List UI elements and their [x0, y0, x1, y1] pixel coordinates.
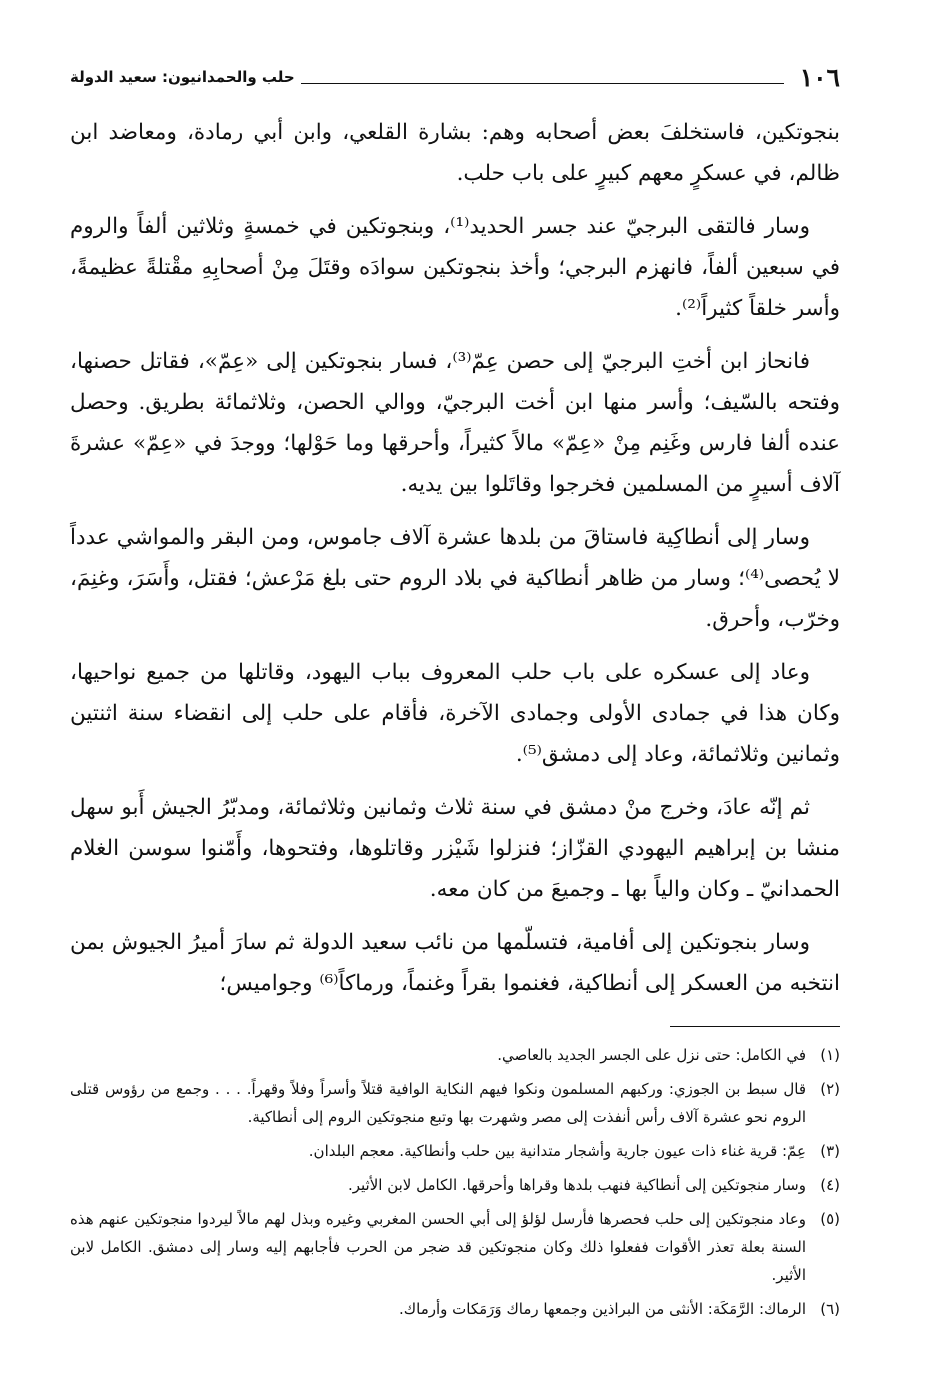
footnote-text: في الكامل: حتى نزل على الجسر الجديد بالعاصي.: [497, 1046, 806, 1064]
footnote-number: (٦): [820, 1300, 840, 1318]
footnote-text: وسار منجوتكين إلى أنطاكية فنهب بلدها وقراها وأحرقها. الكامل لابن الأثير.: [347, 1176, 806, 1194]
footnote: [70, 1041, 840, 1069]
page-number: ١٠٦: [799, 62, 840, 92]
footnote-text: الرماك: الرَّمَكَة: الأنثى من البراذين وجمعها رماك وَرَمَكات وأرماك.: [399, 1300, 806, 1318]
page-header: [70, 60, 840, 94]
footnote-divider: [670, 1026, 840, 1027]
footnotes: [70, 1041, 840, 1323]
footnote: [70, 1075, 840, 1131]
footnote-number: (١): [820, 1046, 840, 1064]
paragraph: وعاد إلى عسكره على باب حلب المعروف بباب اليهود، وقاتلها من جميع نواحيها، وكان هذا في جمادى الأولى وجمادى الآخرة، فأقام على حلب إلى انقضاء سنة اثنتين وثمانين وثلاثمائة، وعاد إلى دمشق⁽⁵⁾.: [70, 660, 840, 767]
footnote: [70, 1205, 840, 1289]
footnote-text: وعاد منجوتكين إلى حلب فحصرها فأرسل لؤلؤ إلى أبي الحسن المغربي وغيره وبذل لهم مالاً ليردوا منجوتكين عنهم هذه السنة بعلة تعذر الأقوات ففعلوا ذلك وكان منجوتكين قد ضجر من الحرب فأجابهم إليه وسار إلى دمشق. الكامل لابن الأثير.: [70, 1210, 806, 1284]
paragraph: بنجوتكين، فاستخلفَ بعض أصحابه وهم: بشارة القلعي، وابن أبي رمادة، ومعاضد ابن ظالم، في عسكرٍ معهم كبيرٍ على باب حلب.: [70, 120, 840, 186]
footnote: [70, 1295, 840, 1323]
paragraph: وسار بنجوتكين إلى أفامية، فتسلّمها من نائب سعيد الدولة ثم سارَ أميرُ الجيوش بمن انتخبه من العسكر إلى أنطاكية، فغنموا بقراً وغنماً، ورماكاً⁽⁶⁾ وجواميس؛: [70, 930, 840, 996]
paragraph: وسار إلى أنطاكِية فاستاقَ من بلدها عشرة آلاف جاموس، ومن البقر والمواشي عدداً لا يُحصى⁽⁴⁾؛ وسار من ظاهر أنطاكية في بلاد الروم حتى بلغ مَرْعش؛ فقتل، وأَسَرَ، وغنِمَ، وخرّب، وأحرق.: [70, 525, 840, 632]
footnote-number: (٥): [820, 1210, 840, 1228]
footnote-text: قال سبط بن الجوزي: وركبهم المسلمون ونكوا فيهم النكاية الوافية قتلاً وأسراً وفلاً وقهراً. . . . وجمع من رؤوس قتلى الروم نحو عشرة آلاف رأس أنفذت إلى مصر وشهرت بها وتبع منجوتكين الروم إلى أنطاكية.: [70, 1080, 806, 1126]
footnote-number: (٤): [820, 1176, 840, 1194]
body-text: [70, 112, 840, 1004]
paragraph: وسار فالتقى البرجيّ عند جسر الحديد⁽¹⁾، وبنجوتكين في خمسةٍ وثلاثين ألفاً والروم في سبعين ألفاً، فانهزم البرجي؛ وأخذ بنجوتكين سوادَه وقتَلَ مِنْ أصحابِهِ مقْتلةً عظيمةً، وأسر خلقاً كثيراً⁽²⁾.: [70, 214, 840, 321]
footnote-number: (٣): [820, 1142, 840, 1160]
footnote: [70, 1137, 840, 1165]
running-title: حلب والحمدانيون: سعيد الدولة: [70, 68, 295, 86]
header-rule: [301, 83, 784, 84]
footnote: [70, 1171, 840, 1199]
paragraph: فانحاز ابن أختِ البرجيّ إلى حصن عِمّ⁽³⁾، فسار بنجوتكين إلى «عِمّ»، فقاتل حصنها، وفتحه بالسّيف؛ وأسر منها ابن أخت البرجيّ، ووالي الحصن، وثلاثمائة بطريق. وحصل عنده ألفا فارس وغَنِم مِنْ «عِمّ» مالاً كثيراً، وأحرقها وما حَوْلها؛ ووجدَ في «عِمّ» عشرةَ آلاف أسيرٍ من المسلمين فخرجوا وقاتَلوا بين يديه.: [70, 349, 840, 497]
footnote-text: عِمّ: قرية غناء ذات عيون جارية وأشجار متدانية بين حلب وأنطاكية. معجم البلدان.: [308, 1142, 806, 1160]
footnote-number: (٢): [820, 1080, 840, 1098]
paragraph: ثم إنّه عادَ، وخرج منْ دمشق في سنة ثلاث وثمانين وثلاثمائة، ومدبّرُ الجيش أَبو سهل منشا بن إبراهيم اليهودي القزّاز؛ فنزلوا شَيْزر وقاتلوها، وفتحوها، وأَمّنوا سوسن الغلام الحمدانيّ ـ وكان والياً بها ـ وجميعَ من كان معه.: [70, 795, 840, 902]
